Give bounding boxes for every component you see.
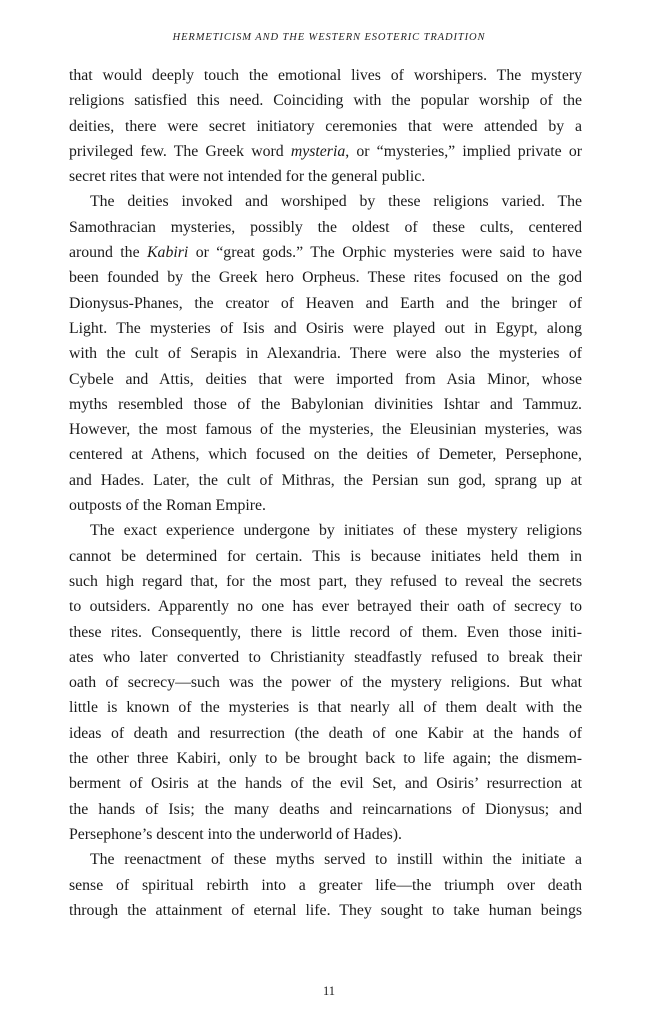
text-line: through the attainment of eternal life. They sought to take human beings (69, 901, 582, 919)
text-line: However, the most famous of the mysteries, the Eleusinian mysteries, was (69, 421, 582, 439)
text-line: Samothracian mysteries, possibly the oldest of these cults, centered (69, 218, 582, 236)
italic-term: mysteria (290, 142, 346, 160)
text-line: The exact experience undergone by initiates of these mystery religions (90, 522, 582, 540)
running-head: HERMETICISM AND THE WESTERN ESOTERIC TRADITION (172, 32, 486, 43)
text-line: ideas of death and resurrection (the death of one Kabir at the hands of (69, 724, 582, 742)
text-line: The reenactment of these myths served to instill within the initiate a (90, 851, 582, 869)
text-line: Light. The mysteries of Isis and Osiris were played out in Egypt, along (69, 319, 582, 337)
text-line: The deities invoked and worshiped by these religions varied. The (90, 193, 582, 211)
text-line: the hands of Isis; the many deaths and reincarnations of Dionysus; and (69, 800, 582, 818)
text-line: berment of Osiris at the hands of the evil Set, and Osiris’ resurrection at (69, 775, 582, 793)
text-line: privileged few. The Greek word mysteria, or “mysteries,” implied private or (69, 142, 582, 160)
text-line: and Hades. Later, the cult of Mithras, the Persian sun god, sprang up at (69, 471, 582, 489)
text-line: Cybele and Attis, deities that were imported from Asia Minor, whose (69, 370, 582, 388)
text-line: been founded by the Greek hero Orpheus. These rites focused on the god (69, 269, 582, 287)
text-line: cannot be determined for certain. This is because initiates held them in (69, 547, 582, 565)
text-line: with the cult of Serapis in Alexandria. There were also the mysteries of (69, 345, 582, 363)
italic-term: Kabiri (147, 244, 189, 262)
text-line: secret rites that were not intended for the general public. (69, 168, 426, 186)
text-line: around the Kabiri or “great gods.” The Orphic mysteries were said to have (69, 244, 582, 262)
text-line: the other three Kabiri, only to be brought back to life again; the dismem- (69, 750, 582, 768)
text-line: oath of secrecy—such was the power of the mystery religions. But what (69, 674, 582, 692)
text-line: outposts of the Roman Empire. (69, 497, 266, 515)
text-line: Dionysus-Phanes, the creator of Heaven and Earth and the bringer of (69, 294, 582, 312)
text-line: to outsiders. Apparently no one has ever betrayed their oath of secrecy to (69, 598, 582, 616)
text-line: centered at Athens, which focused on the deities of Demeter, Persephone, (69, 446, 582, 464)
text-line: that would deeply touch the emotional lives of worshipers. The mystery (69, 67, 582, 84)
text-line: ates who later converted to Christianity steadfastly refused to break their (69, 648, 582, 666)
text-line: little is known of the mysteries is that nearly all of them dealt with the (69, 699, 582, 717)
page-number: 11 (322, 984, 336, 998)
text-line: deities, there were secret initiatory ceremonies that were attended by a (69, 117, 582, 135)
text-line: myths resembled those of the Babylonian divinities Ishtar and Tammuz. (69, 395, 582, 413)
text-line: Persephone’s descent into the underworld of Hades). (69, 825, 402, 843)
body-text (69, 63, 582, 923)
text-line: sense of spiritual rebirth into a greater life—the triumph over death (69, 876, 582, 894)
text-line: such high regard that, for the most part, they refused to reveal the secrets (69, 572, 582, 590)
text-line: religions satisfied this need. Coinciding with the popular worship of the (69, 92, 582, 110)
text-line: these rites. Consequently, there is little record of them. Even those initi- (69, 623, 582, 641)
